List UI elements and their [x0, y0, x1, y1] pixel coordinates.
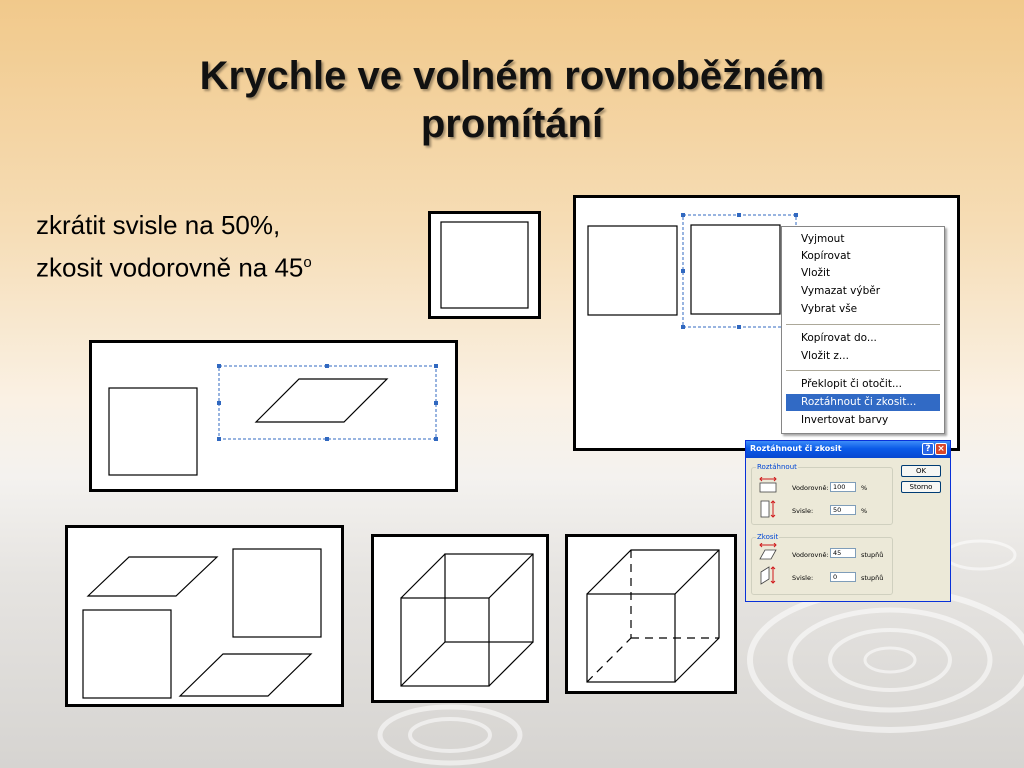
menu-separator [786, 324, 940, 325]
cancel-button[interactable]: Storno [901, 481, 941, 493]
menu-item-paste-from[interactable]: Vložit z... [801, 350, 849, 362]
close-icon[interactable]: × [935, 443, 947, 455]
menu-separator [786, 370, 940, 371]
menu-item-flip-rotate[interactable]: Překlopit či otočit... [801, 378, 902, 390]
skew-v-label: Svisle: [792, 574, 814, 582]
stretch-group-label: Roztáhnout [757, 463, 797, 471]
skew-result-drawing [92, 343, 455, 489]
context-menu[interactable] [781, 226, 945, 434]
stretch-vertical-icon [758, 499, 778, 519]
stretch-horizontal-icon [758, 477, 778, 493]
degree-sup: o [303, 254, 312, 271]
stretch-skew-dialog [745, 440, 951, 602]
skew-h-label: Vodorovně: [792, 551, 829, 559]
cube-pieces-panel [65, 525, 344, 707]
cube-pieces-drawing [68, 528, 341, 704]
instruction-line-2 [36, 244, 312, 287]
stretch-h-label: Vodorovně: [792, 484, 829, 492]
square-drawing [431, 214, 538, 316]
title-line-2: promítání [420, 102, 604, 146]
square-panel [428, 211, 541, 319]
wireframe-cube-panel [371, 534, 549, 703]
title-line-1: Krychle ve volném rovnoběžném [199, 54, 825, 98]
instruction-line-2-text: zkosit vodorovně na 45 [36, 252, 304, 283]
skew-horizontal-input[interactable]: 45 [830, 548, 856, 558]
wireframe-cube-drawing [374, 537, 546, 700]
instruction-line-1: zkrátit svisle na 50%, [36, 210, 281, 240]
dialog-titlebar[interactable] [746, 441, 950, 458]
skew-group-label: Zkosit [757, 533, 779, 541]
menu-item-paste[interactable]: Vložit [801, 267, 831, 279]
ok-button[interactable]: OK [901, 465, 941, 477]
menu-item-cut[interactable]: Vyjmout [801, 233, 845, 245]
skew-vertical-icon [758, 565, 778, 585]
skew-horizontal-icon [758, 543, 778, 561]
menu-item-clear-selection[interactable]: Vymazat výběr [801, 285, 881, 297]
dashed-cube-drawing [568, 537, 734, 691]
skew-v-unit: stupňů [861, 574, 884, 582]
stretch-horizontal-input[interactable]: 100 [830, 482, 856, 492]
slide-title [0, 52, 1024, 148]
stretch-vertical-input[interactable]: 50 [830, 505, 856, 515]
stretch-v-label: Svisle: [792, 507, 814, 515]
skew-h-unit: stupňů [861, 551, 884, 559]
dashed-cube-panel [565, 534, 737, 694]
menu-item-select-all[interactable]: Vybrat vše [801, 303, 858, 315]
menu-item-stretch-skew[interactable]: Roztáhnout či zkosit... [786, 394, 940, 411]
skew-result-panel [89, 340, 458, 492]
menu-item-copy-to[interactable]: Kopírovat do... [801, 332, 877, 344]
menu-item-copy[interactable]: Kopírovat [801, 250, 851, 262]
instruction-text [36, 206, 312, 287]
help-icon[interactable]: ? [922, 443, 934, 455]
stretch-h-unit: % [861, 484, 868, 492]
dialog-title: Roztáhnout či zkosit [750, 444, 842, 453]
stretch-v-unit: % [861, 507, 868, 515]
skew-vertical-input[interactable]: 0 [830, 572, 856, 582]
menu-item-invert-colors[interactable]: Invertovat barvy [801, 414, 889, 426]
